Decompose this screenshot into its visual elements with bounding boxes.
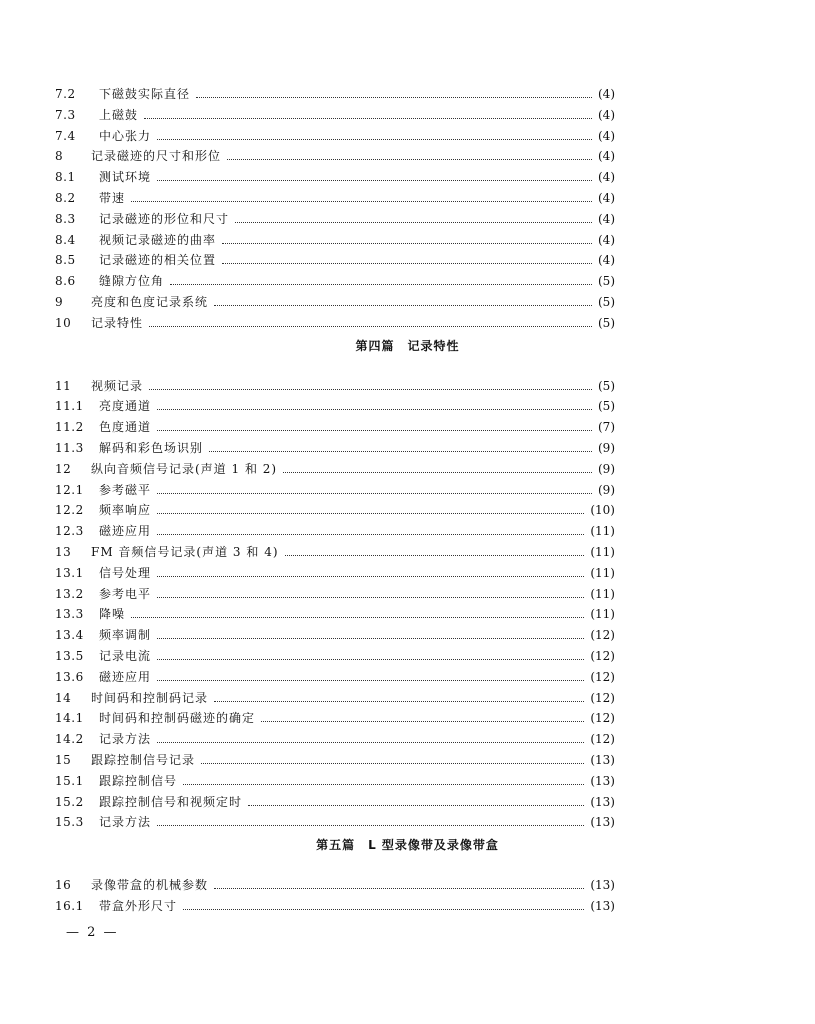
dot-leader [261,720,584,722]
toc-entry-title: 色度通道 [99,420,152,435]
toc-entry-title: 解码和彩色场识别 [99,441,204,455]
toc-entry-page: (11) [590,607,615,622]
toc-entry-page: (13) [590,753,615,767]
toc-entry-page: (5) [598,274,615,289]
dot-leader [157,575,584,577]
toc-entry-title: 磁迹应用 [99,669,152,684]
toc-entry [55,646,615,666]
toc-entry-number: 10 [55,315,72,330]
toc-entry-number: 8.1 [55,170,76,185]
toc-entry-number: 15 [55,753,72,767]
toc-entry-number: 8.3 [55,211,76,226]
toc-entry [55,105,615,125]
dot-leader [183,908,584,910]
toc-entry-number: 12.2 [55,503,84,518]
dot-leader [157,512,584,514]
dot-leader [144,117,592,119]
toc-entry-title: 视频记录磁迹的曲率 [99,232,217,247]
toc-entry [55,542,615,562]
toc-entry [55,417,615,437]
toc-entry-number: 11.3 [55,441,84,455]
toc-entry-title: 亮度通道 [99,399,152,414]
section-heading: 第四篇 记录特性 [355,338,460,353]
toc-entry-title: 频率调制 [99,628,152,643]
toc-entry-number: 11.2 [55,420,84,435]
dot-leader [222,242,592,244]
toc-entry-page: (9) [598,482,615,497]
toc-entry-number: 12.3 [55,524,84,539]
toc-entry-title: 测试环境 [99,170,152,185]
toc-entry-number: 13.6 [55,669,84,684]
dot-leader [196,96,592,98]
toc-entry [55,563,615,583]
toc-entry [55,146,615,166]
toc-entry-number: 8.2 [55,191,76,205]
dot-leader [235,221,592,223]
dot-leader [183,783,584,785]
dot-leader [157,408,592,410]
toc-entry-page: (4) [598,107,615,122]
dot-leader [157,637,584,639]
dot-leader [285,554,585,556]
toc-entry-page: (4) [598,232,615,247]
toc-entry-number: 15.3 [55,815,84,830]
toc-entry [55,313,615,333]
toc-entry-title: 缝隙方位角 [99,274,165,289]
toc-entry-page: (4) [598,149,615,164]
toc-entry-title: 记录特性 [91,315,144,330]
toc-entry [55,729,615,749]
toc-entry-number: 13.3 [55,607,84,622]
toc-entry-page: (4) [598,128,615,143]
toc-entry [55,792,615,812]
dot-leader [157,179,592,181]
toc-entry-title: 时间码和控制码磁迹的确定 [99,711,256,726]
dot-leader [227,158,592,160]
toc-entry-number: 11.1 [55,399,84,414]
dot-leader [149,388,592,390]
toc-entry-title: 记录磁迹的相关位置 [99,253,217,268]
toc-entry-number: 11 [55,378,72,393]
toc-entry [55,625,615,645]
dot-leader [157,596,584,598]
toc-entry-number: 8.4 [55,232,76,247]
toc-entry-page: (5) [598,315,615,330]
toc-entry [55,688,615,708]
toc-entry-title: 跟踪控制信号和视频定时 [99,794,243,809]
toc-entry-page: (10) [590,503,615,518]
page-number-footer: — 2 — [66,925,119,940]
toc-entry-title: 记录方法 [99,815,152,830]
toc-entry [55,209,615,229]
dot-leader [248,804,584,806]
toc-entry-number: 8 [55,149,64,164]
toc-entry [55,438,615,458]
toc-entry-page: (13) [590,815,615,830]
toc-entry [55,376,615,396]
toc-entry-number: 16.1 [55,899,84,913]
toc-entry [55,188,615,208]
dot-leader [157,492,592,494]
toc-entry-page: (11) [590,545,615,559]
toc-entry-title: 亮度和色度记录系统 [91,295,209,309]
toc-entry-title: 磁迹应用 [99,524,152,539]
toc-entry-page: (5) [598,399,615,414]
dot-leader [157,138,592,140]
toc-entry [55,167,615,187]
toc-entry-page: (13) [590,794,615,809]
toc-entry-title: 降噪 [99,607,126,622]
toc-entry-page: (7) [598,420,615,435]
toc-entry [55,230,615,250]
toc-entry [55,584,615,604]
toc-entry-title: 信号处理 [99,565,152,580]
toc-entry [55,667,615,687]
toc-entry-title: 记录磁迹的尺寸和形位 [91,149,222,164]
toc-entry-number: 14.1 [55,711,84,726]
toc-entry-number: 8.5 [55,253,76,268]
toc-entry [55,84,615,104]
toc-entry-page: (13) [590,773,615,788]
dot-leader [157,429,592,431]
dot-leader [157,679,584,681]
toc-entry [55,896,615,916]
toc-entry-title: FM 音频信号记录(声道 3 和 4) [91,545,279,559]
toc-entry-title: 频率响应 [99,503,152,518]
toc-entry-page: (4) [598,87,615,101]
toc-entry-page: (13) [590,899,615,913]
dot-leader [214,887,584,889]
toc-entry-page: (12) [590,669,615,684]
toc-entry-page: (5) [598,295,615,309]
toc-entry-title: 记录磁迹的形位和尺寸 [99,211,230,226]
toc-entry [55,750,615,770]
dot-leader [131,616,584,618]
toc-entry-number: 13.1 [55,565,84,580]
toc-entry [55,500,615,520]
toc-entry [55,771,615,791]
toc-entry-page: (4) [598,191,615,205]
dot-leader [131,200,592,202]
toc-entry [55,292,615,312]
toc-entry-page: (4) [598,211,615,226]
dot-leader [214,304,592,306]
dot-leader [201,762,584,764]
toc-entry-title: 记录方法 [99,732,152,747]
toc-entry-title: 带速 [99,191,126,205]
toc-entry-number: 15.2 [55,794,84,809]
toc-entry-title: 上磁鼓 [99,107,139,122]
toc-entry-number: 13 [55,545,72,559]
toc-entry-page: (12) [590,690,615,705]
toc-entry-page: (4) [598,253,615,268]
toc-entry [55,521,615,541]
toc-entry-title: 跟踪控制信号记录 [91,753,196,767]
toc-entry-title: 中心张力 [99,128,152,143]
toc-entry-number: 13.4 [55,628,84,643]
toc-entry-page: (12) [590,628,615,643]
toc-entry-title: 录像带盒的机械参数 [91,878,209,893]
dot-leader [209,450,592,452]
toc-entry-number: 15.1 [55,773,84,788]
toc-entry-page: (5) [598,378,615,393]
toc-entry-number: 8.6 [55,274,76,289]
toc-entry-page: (11) [590,586,615,601]
toc-entry-title: 记录电流 [99,649,152,663]
toc-entry [55,604,615,624]
toc-entry-page: (12) [590,649,615,663]
toc-entry-title: 跟踪控制信号 [99,773,178,788]
toc-entry-title: 时间码和控制码记录 [91,690,209,705]
toc-entry-number: 7.2 [55,87,76,101]
dot-leader [214,700,584,702]
toc-entry [55,708,615,728]
dot-leader [283,471,592,473]
toc-entry [55,271,615,291]
dot-leader [222,262,592,264]
toc-entry-page: (11) [590,565,615,580]
toc-entry-number: 7.3 [55,107,76,122]
toc-entry [55,126,615,146]
toc-entry-page: (4) [598,170,615,185]
toc-entry-number: 9 [55,295,64,309]
toc-entry [55,875,615,895]
toc-entry-number: 12 [55,461,72,476]
toc-entry-page: (9) [598,461,615,476]
toc-entry-title: 下磁鼓实际直径 [99,87,191,101]
dot-leader [157,824,584,826]
toc-entry-page: (13) [590,878,615,893]
dot-leader [157,741,584,743]
toc-entry-page: (11) [590,524,615,539]
toc-entry [55,396,615,416]
toc-entry-page: (12) [590,711,615,726]
toc-entry-number: 14 [55,690,72,705]
dot-leader [149,325,592,327]
toc-entry-page: (9) [598,441,615,455]
dot-leader [157,533,584,535]
toc-entry-number: 12.1 [55,482,84,497]
section-heading: 第五篇 L 型录像带及录像带盒 [316,838,499,853]
dot-leader [170,283,592,285]
toc-entry-title: 视频记录 [91,378,144,393]
toc-entry [55,250,615,270]
toc-entry [55,812,615,832]
dot-leader [157,658,584,660]
toc-entry-number: 13.5 [55,649,84,663]
toc-entry [55,480,615,500]
toc-entry-number: 13.2 [55,586,84,601]
toc-entry-title: 参考电平 [99,586,152,601]
toc-entry-number: 7.4 [55,128,76,143]
toc-entry-number: 16 [55,878,72,893]
toc-entry-number: 14.2 [55,732,84,747]
toc-entry-title: 参考磁平 [99,482,152,497]
toc-entry-page: (12) [590,732,615,747]
toc-entry-title: 纵向音频信号记录(声道 1 和 2) [91,461,278,476]
toc-entry-title: 带盒外形尺寸 [99,899,178,913]
toc-entry [55,459,615,479]
